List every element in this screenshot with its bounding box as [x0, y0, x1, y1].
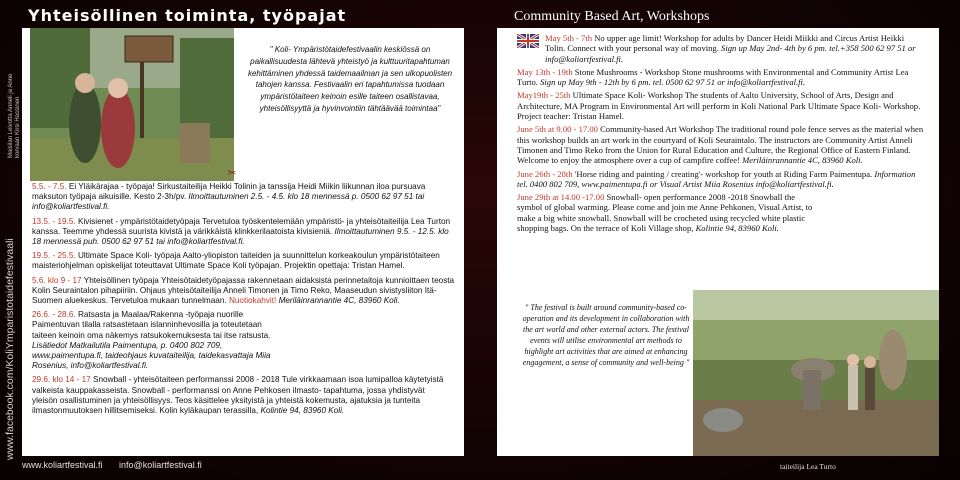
- event-date: June 5th at 9.00 - 17.00: [517, 124, 598, 135]
- event-date: 26.6. - 28.6.: [32, 310, 76, 320]
- event-date: 13.5. - 19.5.: [32, 216, 76, 226]
- event-item: [32, 276, 458, 307]
- event-date: May 13th - 19th: [517, 66, 573, 77]
- event-text: Ei Yläikärajaa - työpaja! Sirkustaiteilija Heikki Tolinin ja tanssija Heidi Miikin liikunnan iloa pursuava maksuton työpaja aikuisille. Kesto 2-3h/pv.: [32, 182, 426, 202]
- event-text: Community-based Art Workshop The traditional round pole fence serves as the material when this workshop builds an art work in the courtyard of Koli Seuraintalo. The instructors are Community Artist Anneli Timonen and Timo Reko from the Union for Rural Education and Culture, the Regional Office of Eastern Finland. Welcome to enjoy the atmosphere over a cup of campfire coffee!: [517, 124, 924, 166]
- event-info: Kolintie 94, 83960 Koli.: [260, 406, 345, 416]
- event-list-english: [517, 33, 925, 236]
- decor-bug-icon: ✂: [228, 168, 237, 179]
- event-text: No upper age limit! Workshop for adults by Dancer Heidi Miikki and Circus Artist Heikki Tolin. Connect with your personal way of moving.: [545, 33, 905, 54]
- event-text: Snowball- open performance 2008 -2018 Snowball the symbol of global warming. Please come and join me Anne Pehkonen, Visual Artist, to make a big white snowball. Snowball will be crocheted using recycled white plastic shopping bags. On the terrace of Koli Village shop,: [517, 192, 813, 234]
- event-item: [32, 375, 452, 416]
- workshop-photo-people: [30, 28, 237, 181]
- event-text: Ultimate Space Koli- Workshop The students of Aalto University, School of Arts, Design and Architecture, MA Program in Environmental Art will perform in Koli National Park Ultimate Space Koli- Workshop. Project teacher: Tristan Hamel.: [517, 90, 921, 122]
- event-text: Ultimate Space Koli- työpaja Aalto-yliopiston taiteiden ja suunnittelun korkeakoulun ympäristötaiteen maisteriohjelman opiskelijat toteuttavat Ultimate Space Koli työpajan. Projektin opettaja: Tristan Hamel.: [32, 251, 440, 271]
- stone-mushroom-photo: [693, 290, 939, 456]
- event-item: [32, 251, 458, 271]
- event-info: Sign up May 9th - 12th by 6 pm. tel. 0500 62 97 51 or info@koliartfestival.fi.: [540, 77, 806, 88]
- event-date: 5.5. - 7.5.: [32, 182, 67, 191]
- photo-credit-line: korvaan Kirsi Hassinen: [15, 96, 21, 158]
- event-text: Stone Mushrooms - Workshop Stone mushrooms with Environmental and Community Artist Lea Turto.: [517, 66, 909, 88]
- event-item: [517, 169, 925, 190]
- footer-contact: [22, 460, 216, 470]
- header-english: Community Based Art, Workshops: [514, 9, 710, 24]
- website-link[interactable]: www.koliartfestival.fi: [22, 460, 103, 470]
- event-text: Kivisienet - ympäristötaidetyöpaja Tervetuloa työskentelemään ympäristö- ja yhteisötaiteilija Lea Turton kanssa. Teemme yhdessä suurista kivistä ja värikkäistä klinkkerilaatoista kivisieniä.: [32, 216, 451, 236]
- left-panel: [22, 28, 464, 456]
- header-finnish: Yhteisöllinen toiminta, työpajat: [28, 6, 347, 25]
- event-item: [517, 124, 925, 165]
- photo-credit: taiteilija Lea Turto: [780, 462, 836, 471]
- event-info: Ilmoittautuminen 2.5. - 4.5. klo 18 mennessä p. 0500 62 97 51 tai info@koliartfestival.fi.: [32, 192, 425, 212]
- event-text: Ratsasta ja Maalaa/Rakenna -työpaja nuorille Paimentuvan tilalla ratsastetaan islanninhevosilla ja toteutetaan taiteen keinoin oma näkemys ratsukokemuksesta tai itse ratsusta.: [32, 310, 271, 340]
- event-date: 5.6. klo 9 - 17: [32, 275, 82, 285]
- event-list-finnish: [32, 182, 458, 420]
- event-date: 19.5. - 25.5.: [32, 251, 76, 261]
- event-info: Lisätiedot Matkailutila Paimentupa, p. 0400 802 709, www.paimentupa.fi, taideohjaus kuvataiteilija, taidekasvattaja Miia Rosenius, info@koliartfestival.fi.: [32, 340, 271, 371]
- event-date: May 5th - 7th: [545, 33, 593, 43]
- event-item: [32, 217, 458, 248]
- event-item: [32, 310, 282, 371]
- event-info: Meriläinrannantie 4C, 83960 Koli.: [742, 155, 863, 166]
- event-info: Information tel. 0400 802 709, www.paimentupa.fi or Visual Artist Miia Rosenius info@koliartfestival.fi.: [517, 168, 916, 189]
- event-info: Meriläinrannantie 4C, 83960 Koli.: [278, 296, 400, 306]
- event-text: Snowball - yhteisötaiteen performanssi 2008 - 2018 Tule virkkaamaan isoa lumipalloa käytetyistä valkeista kauppakasseista. Snowball - performanssi on Anne Pehkosen ilmasto- tapahtuma, jossa yhdistyvät yleisön osallistuminen ja yhteisöllisyys. Teos käsittelee yksityistä ja yhteistä kokemusta, ajatuksia ja tunteita ilmastonmuutoksen hillitsemiseksi. Kolin kyläkaupan terassilla,: [32, 375, 444, 416]
- photo-credit-vertical: [8, 74, 22, 158]
- event-info: Kolintie 94, 83960 Koli.: [695, 223, 779, 234]
- event-highlight: Nuotiokahvit!: [228, 296, 277, 306]
- event-item: [517, 67, 925, 88]
- event-text: Yhteisöllinen työpaja Yhteisötaidetyöpajassa rakennetaan aidaksista perinnetaitoja kunnioittaen teosta Kolin Seuraintalon pihapiiriin. Ohjaus yhteisötaiteilija Anneli Timonen ja Timo Reko, Maaseudun sivistysliiton Itä-Suomen aluekeskus. Tervetuloa mukaan tunnelmaan.: [32, 275, 455, 306]
- email-link[interactable]: info@koliartfestival.fi: [119, 460, 202, 470]
- event-date: June 29th at 14.00 -17.00: [517, 192, 605, 203]
- facebook-url-vertical[interactable]: www.facebook.com/KoliYmparistotaidefestivaali: [4, 238, 16, 460]
- event-date: May19th - 25th: [517, 90, 571, 101]
- event-text: 'Horse riding and painting / creating'- workshop for youth at Riding Farm Paimentupa.: [574, 168, 873, 179]
- quote-english: " The festival is built around community-based co-operation and its development in collaboration with the art world and other external actors. The festival events will utilise environmental art methods to highlight art activities that are aimed at enhancing engagement, a sense of community and well-being ": [522, 303, 690, 367]
- event-date: June 26th - 28th: [517, 168, 573, 179]
- event-item: [517, 192, 817, 233]
- right-panel: [497, 28, 939, 456]
- event-item: [517, 90, 925, 121]
- event-item: [517, 33, 925, 64]
- event-info: Sign up May 2nd- 4th by 6 pm. tel.+358 500 62 97 51 or info@koliartfestival.fi.: [545, 43, 916, 64]
- photo-credit-line: Maisilan Leivotta Anneli ja Anne: [8, 73, 14, 158]
- quote-finnish: " Koli- Ympäristötaidefestivaalin keskiössä on paikallisuudesta lähtevä yhteistyö ja kulttuuritapahtuman kehittäminen yhdessä taidemaailman ja sen ulkopuolisten tahojen kanssa. Festivaalin eri tapahtumissa tuodaan ympäristötaiteen keinoin esille taiteen osallistavaa, yhteisöllisyyttä ja hyvinvointiin tähtäävää toimintaa": [247, 45, 453, 113]
- event-info: Ilmoittautuminen 9.5. - 12.5. klo 18 mennessä puh. 0500 62 97 51 tai info@koliartfestival.fi.: [32, 226, 449, 247]
- event-date: 29.6. klo 14 - 17: [32, 375, 91, 385]
- event-item: [32, 182, 458, 213]
